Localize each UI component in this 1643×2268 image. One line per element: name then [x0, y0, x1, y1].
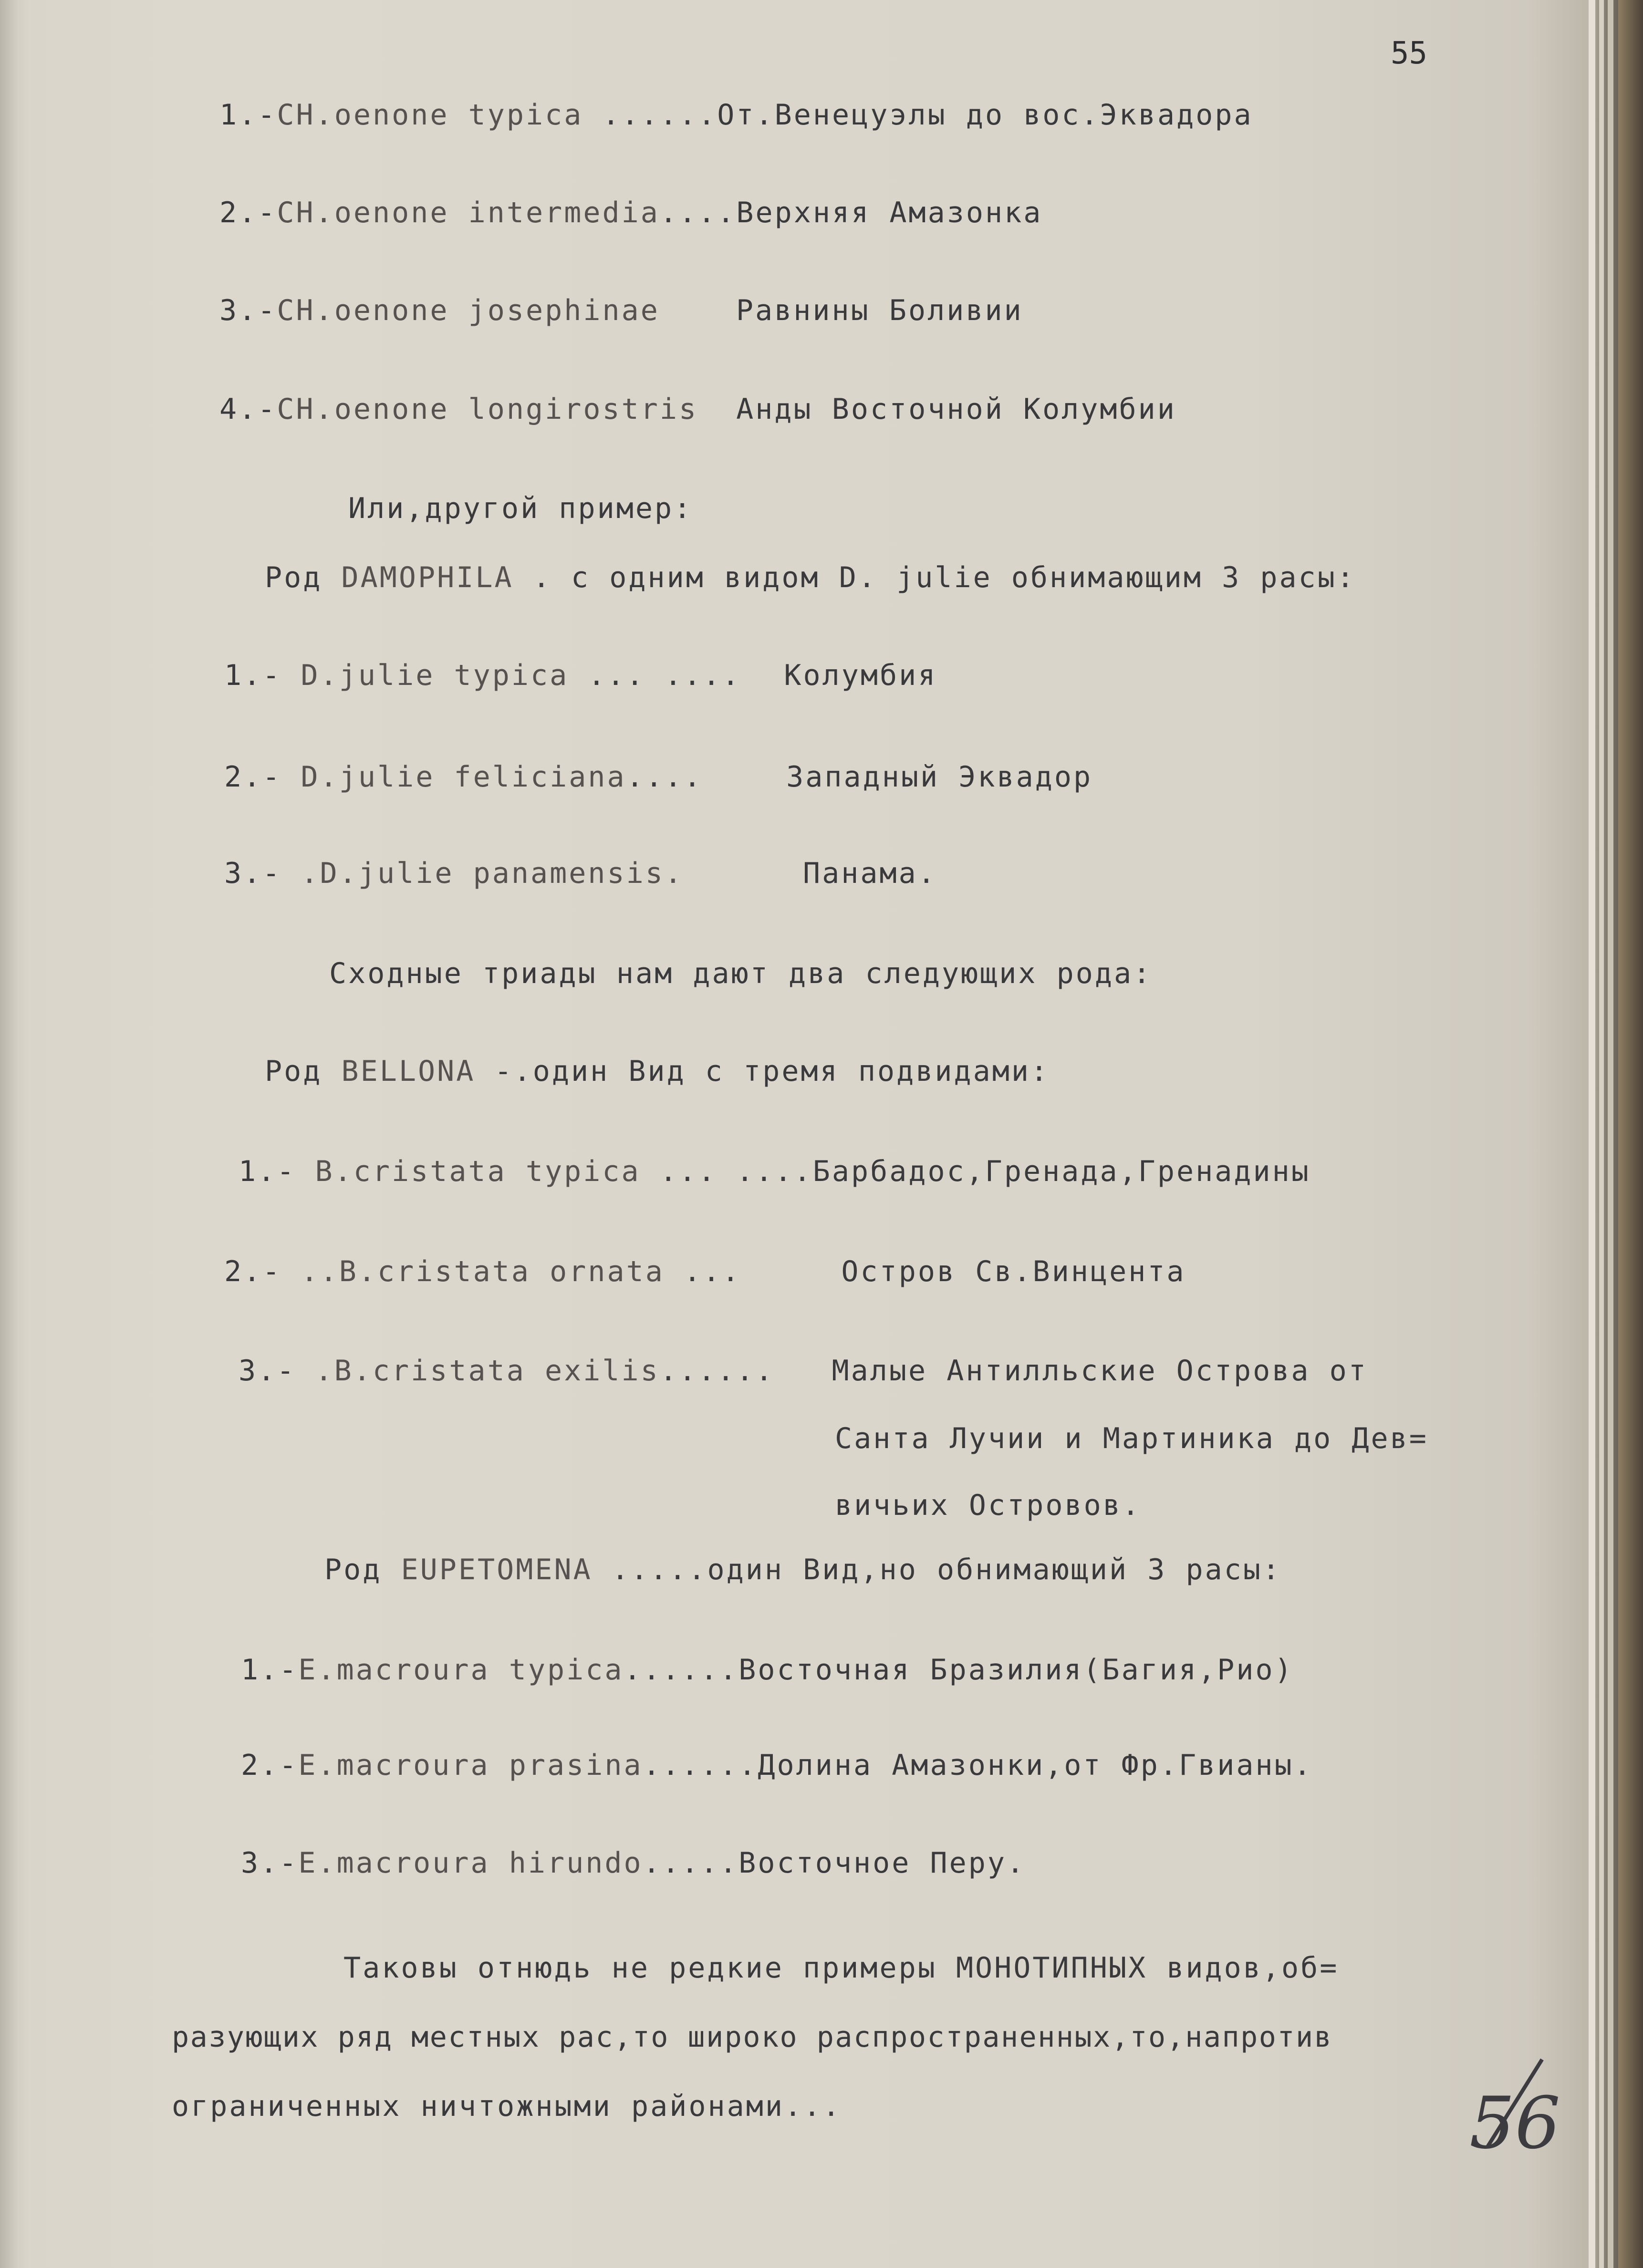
- range-continuation: вичьих Островов.: [835, 1489, 1141, 1522]
- range-text: Верхняя Амазонка: [736, 196, 1043, 229]
- closing-paragraph-line: разующих ряд местных рас,то широко распространенных,то,напротив: [172, 2020, 1333, 2054]
- page-edge: [1589, 0, 1595, 2268]
- taxon-name: ..B.cristata ornata: [301, 1255, 665, 1288]
- page-edge: [1608, 0, 1613, 2268]
- genus-name: BELLONA: [341, 1055, 476, 1088]
- item-number: 3.-: [219, 294, 277, 327]
- taxon-name: CH.oenone intermedia: [277, 196, 660, 229]
- taxon-name: B.cristata typica: [315, 1155, 641, 1188]
- range-text: Анды Восточной Колумбии: [736, 393, 1176, 426]
- range-text: Западный Эквадор: [786, 760, 1093, 794]
- taxon-name: CH.oenone longirostris: [277, 393, 698, 426]
- list-item: 1.- D.julie typica ... .... Колумбия: [224, 659, 937, 692]
- range-text: Колумбия: [784, 659, 937, 692]
- range-continuation: Санта Лучии и Мартиника до Дев=: [835, 1422, 1428, 1455]
- item-number: 2.-: [219, 196, 277, 229]
- taxon-name: E.macroura hirundo: [298, 1846, 643, 1880]
- range-text: Долина Амазонки,от Фр.Гвианы.: [758, 1749, 1313, 1782]
- list-item: 1.- B.cristata typica ... ....Барбадос,Гренада,Гренадины: [239, 1155, 1310, 1188]
- genus-name: EUPETOMENA: [401, 1553, 593, 1586]
- leader-dots: ......: [583, 98, 718, 132]
- taxon-name: E.macroura typica: [298, 1653, 624, 1687]
- list-item: 2.- ..B.cristata ornata ... Остров Св.Винцента: [224, 1255, 1186, 1288]
- taxon-name: D.julie feliciana: [301, 760, 626, 794]
- handwritten-page-number: 56: [1469, 2082, 1560, 2165]
- range-text: Малые Антилльские Острова от: [832, 1354, 1368, 1388]
- range-text: Панама.: [802, 857, 937, 890]
- list-item: [219, 98, 1253, 132]
- taxon-name: .B.cristata exilis: [315, 1354, 660, 1388]
- range-text: Восточная Бразилия(Багия,Рио): [738, 1653, 1294, 1687]
- list-item: 2.- D.julie feliciana.... Западный Эквадор: [224, 760, 1093, 794]
- page-number: 55: [1391, 36, 1428, 71]
- list-item: 1.-E.macroura typica......Восточная Бразилия(Багия,Рио): [241, 1653, 1294, 1687]
- facing-page-edge: [0, 0, 19, 2268]
- taxon-name: .D.julie panamensis.: [301, 857, 684, 890]
- list-item: 3.- .D.julie panamensis. Панама.: [224, 857, 937, 890]
- item-number: 4.-: [219, 393, 277, 426]
- list-item: 3.-E.macroura hirundo.....Восточное Перу.: [241, 1846, 1026, 1880]
- list-item: [219, 392, 1176, 426]
- genus-name: DAMOPHILA: [341, 561, 514, 594]
- genus-heading: Род DAMOPHILA . с одним видом D. julie обнимающим 3 расы:: [265, 561, 1356, 594]
- binding-edge: [1618, 0, 1643, 2268]
- range-text: От.Венецуэлы до вос.Эквадора: [717, 98, 1253, 132]
- list-item: 2.-E.macroura prasina......Долина Амазонки,от Фр.Гвианы.: [241, 1749, 1313, 1782]
- taxon-name: D.julie typica: [301, 659, 569, 692]
- range-text: Равнины Боливии: [736, 294, 1023, 327]
- list-item: 3.- .B.cristata exilis...... Малые Антилльские Острова от: [239, 1354, 1368, 1388]
- taxon-name: CH.oenone typica: [277, 98, 583, 132]
- list-item: [219, 293, 1023, 328]
- closing-paragraph-line: ограниченных ничтожными районами...: [172, 2090, 842, 2123]
- list-item: [219, 196, 1042, 230]
- leader-dots: ....: [659, 196, 737, 229]
- item-number: 1.-: [219, 98, 277, 132]
- taxon-name: E.macroura prasina: [298, 1749, 643, 1782]
- range-text: Остров Св.Винцента: [841, 1255, 1186, 1288]
- genus-heading: Род BELLONA -.один Вид с тремя подвидами:: [265, 1055, 1050, 1088]
- range-text: Восточное Перу.: [738, 1846, 1026, 1880]
- page-edge: [1599, 0, 1604, 2268]
- taxon-name: CH.oenone josephinae: [277, 294, 660, 327]
- genus-heading: Род EUPETOMENA .....один Вид,но обнимающий 3 расы:: [324, 1553, 1282, 1586]
- range-text: Барбадос,Гренада,Гренадины: [812, 1155, 1310, 1188]
- paragraph-intro: Сходные триады нам дают два следующих рода:: [329, 957, 1153, 990]
- closing-paragraph-line: Таковы отнюдь не редкие примеры МОНОТИПНЫХ видов,об=: [343, 1951, 1339, 1985]
- paragraph-intro: Или,другой пример:: [348, 492, 693, 525]
